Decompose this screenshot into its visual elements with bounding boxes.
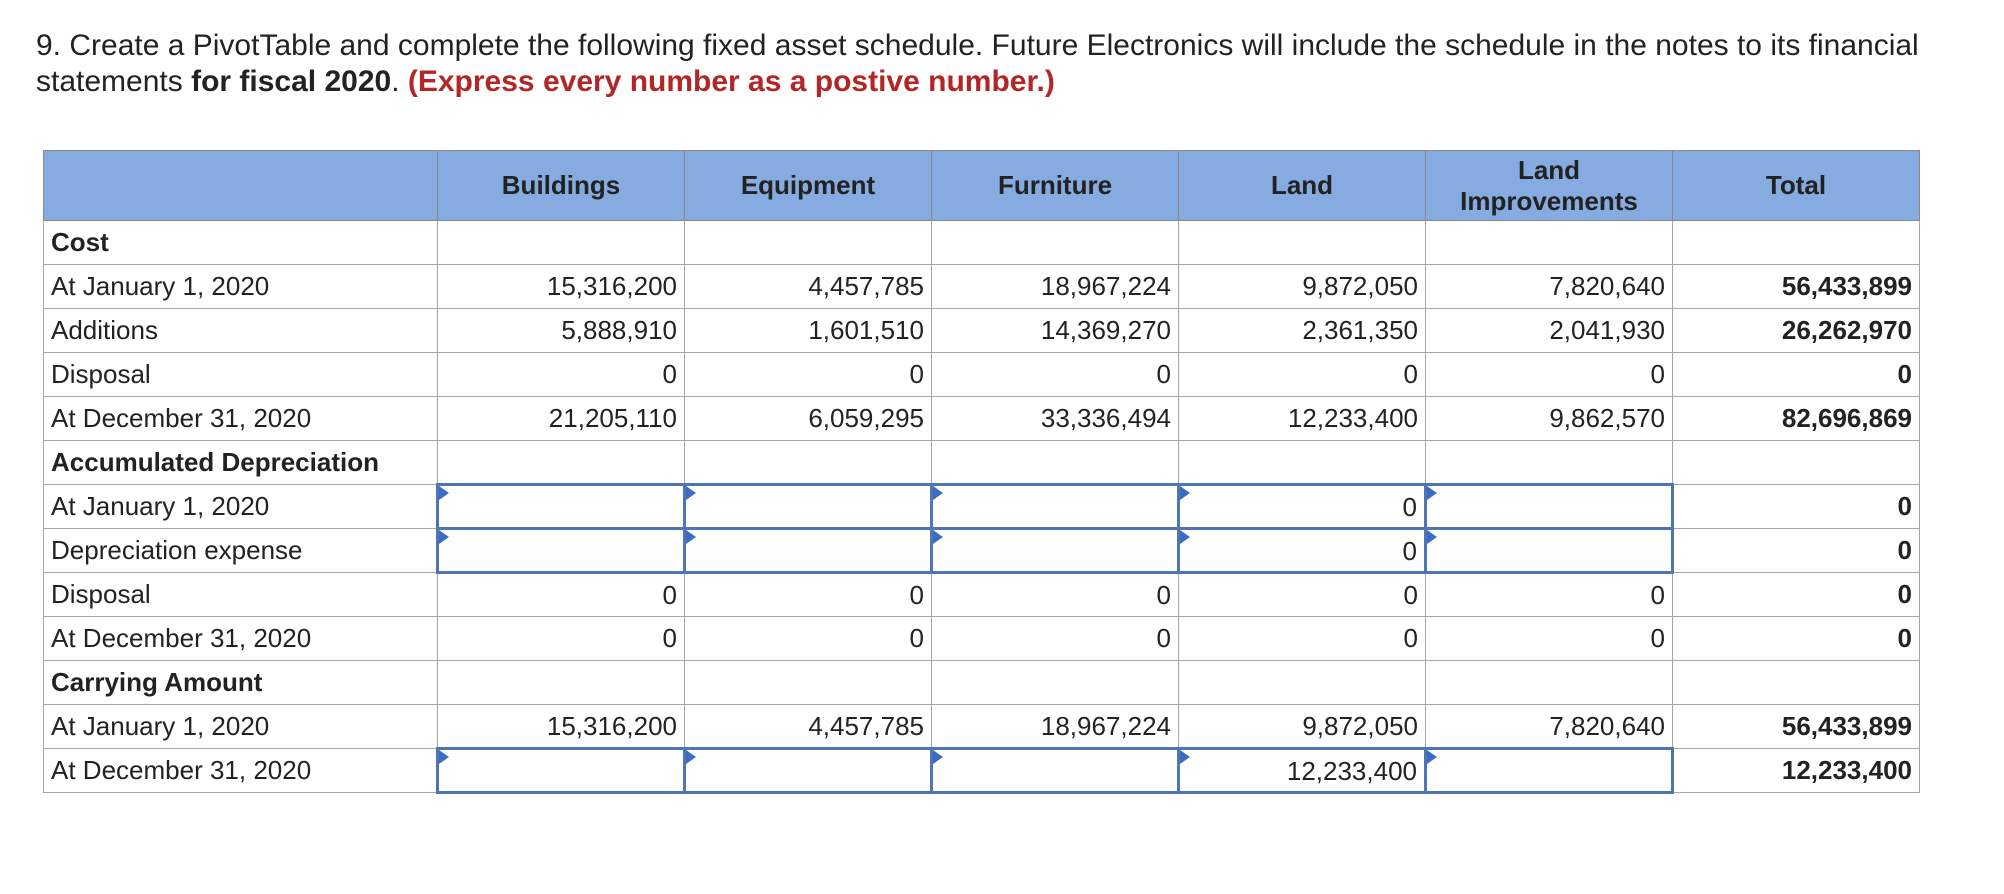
- table-row: [44, 353, 1920, 397]
- input-marker-icon: [439, 530, 449, 544]
- input-marker-icon: [439, 750, 449, 764]
- value-cell: [438, 221, 685, 265]
- section-row: [44, 441, 1920, 485]
- section-row: [44, 661, 1920, 705]
- answer-input-cell[interactable]: [1426, 749, 1673, 793]
- value-cell: [438, 441, 685, 485]
- input-marker-icon: [1427, 750, 1437, 764]
- header-land: Land: [1179, 151, 1426, 221]
- section-label: Accumulated Depreciation: [44, 441, 438, 485]
- value-cell: 12,233,400: [1179, 397, 1426, 441]
- value-cell: 18,967,224: [932, 265, 1179, 309]
- answer-input-cell[interactable]: [1179, 485, 1426, 529]
- table-row: [44, 485, 1920, 529]
- answer-input-cell[interactable]: [1426, 529, 1673, 573]
- value-cell: 0: [1426, 617, 1673, 661]
- value-cell: 15,316,200: [438, 265, 685, 309]
- row-label: At January 1, 2020: [44, 705, 438, 749]
- value-cell: 0: [1426, 353, 1673, 397]
- answer-input-cell[interactable]: [932, 485, 1179, 529]
- table-row: [44, 749, 1920, 793]
- value-cell: [932, 221, 1179, 265]
- value-cell: [438, 661, 685, 705]
- value-cell: 0: [685, 573, 932, 617]
- question-text: [36, 28, 1976, 100]
- header-buildings: Buildings: [438, 151, 685, 221]
- header-total: Total: [1673, 151, 1920, 221]
- total-cell: [1673, 661, 1920, 705]
- header-row: [44, 151, 1920, 221]
- total-cell: 0: [1673, 617, 1920, 661]
- total-cell: 56,433,899: [1673, 705, 1920, 749]
- value-cell: 0: [932, 573, 1179, 617]
- value-cell: 2,041,930: [1426, 309, 1673, 353]
- value-cell: [1179, 441, 1426, 485]
- section-row: [44, 221, 1920, 265]
- header-furniture: Furniture: [932, 151, 1179, 221]
- total-cell: [1673, 221, 1920, 265]
- input-marker-icon: [933, 486, 943, 500]
- answer-input-cell[interactable]: [438, 749, 685, 793]
- row-label: Additions: [44, 309, 438, 353]
- value-cell: 2,361,350: [1179, 309, 1426, 353]
- table-row: [44, 573, 1920, 617]
- total-cell: 82,696,869: [1673, 397, 1920, 441]
- total-cell: [1673, 441, 1920, 485]
- value-cell: [1426, 441, 1673, 485]
- question-bold: for fiscal 2020: [191, 65, 392, 98]
- value-cell: [685, 661, 932, 705]
- value-cell: 1,601,510: [685, 309, 932, 353]
- input-marker-icon: [933, 750, 943, 764]
- input-marker-icon: [686, 486, 696, 500]
- input-marker-icon: [1427, 530, 1437, 544]
- answer-input-cell[interactable]: [1179, 529, 1426, 573]
- value-cell: 0: [1179, 617, 1426, 661]
- row-label: At January 1, 2020: [44, 265, 438, 309]
- value-cell: 9,862,570: [1426, 397, 1673, 441]
- question-after: .: [391, 65, 408, 98]
- input-marker-icon: [686, 750, 696, 764]
- value-cell: [1179, 221, 1426, 265]
- value-cell: [1179, 661, 1426, 705]
- answer-input-cell[interactable]: [932, 749, 1179, 793]
- total-cell: 0: [1673, 573, 1920, 617]
- input-marker-icon: [1180, 750, 1190, 764]
- value-cell: 0: [685, 353, 932, 397]
- value-cell: 0: [438, 353, 685, 397]
- input-marker-icon: [1180, 486, 1190, 500]
- value-cell: 0: [932, 617, 1179, 661]
- answer-input-cell[interactable]: [932, 529, 1179, 573]
- input-marker-icon: [1180, 530, 1190, 544]
- question-plain: 9. Create a PivotTable and complete the following fixed asset schedule. Future Electronics will include the schedule in the notes to its financial statements: [36, 29, 1919, 98]
- total-cell: 0: [1673, 485, 1920, 529]
- table-row: [44, 397, 1920, 441]
- value-cell: [1426, 661, 1673, 705]
- value-cell: 0: [932, 353, 1179, 397]
- header-blank: [44, 151, 438, 221]
- total-cell: 0: [1673, 529, 1920, 573]
- row-label: Disposal: [44, 573, 438, 617]
- value-cell: 0: [685, 617, 932, 661]
- value-cell: [685, 221, 932, 265]
- answer-input-cell[interactable]: [685, 749, 932, 793]
- row-label: Disposal: [44, 353, 438, 397]
- value-cell: 7,820,640: [1426, 705, 1673, 749]
- total-cell: 26,262,970: [1673, 309, 1920, 353]
- row-label: At January 1, 2020: [44, 485, 438, 529]
- total-cell: 56,433,899: [1673, 265, 1920, 309]
- section-label: Cost: [44, 221, 438, 265]
- total-cell: 12,233,400: [1673, 749, 1920, 793]
- value-cell: 21,205,110: [438, 397, 685, 441]
- value-cell: [685, 441, 932, 485]
- value-cell: 18,967,224: [932, 705, 1179, 749]
- value-cell: 33,336,494: [932, 397, 1179, 441]
- value-cell: [932, 661, 1179, 705]
- header-equipment: Equipment: [685, 151, 932, 221]
- value-cell: 0: [1426, 573, 1673, 617]
- value-cell: 9,872,050: [1179, 265, 1426, 309]
- input-marker-icon: [933, 530, 943, 544]
- answer-input-cell[interactable]: [1426, 485, 1673, 529]
- table-row: [44, 309, 1920, 353]
- answer-input-cell[interactable]: [438, 485, 685, 529]
- header-land-improvements: Land Improvements: [1426, 151, 1673, 221]
- fixed-asset-schedule-table: [43, 150, 1920, 794]
- value-cell: 0: [438, 573, 685, 617]
- table-row: [44, 617, 1920, 661]
- row-label: Depreciation expense: [44, 529, 438, 573]
- input-value: 0: [1402, 535, 1417, 566]
- table-row: [44, 265, 1920, 309]
- input-marker-icon: [686, 530, 696, 544]
- input-marker-icon: [439, 486, 449, 500]
- row-label: At December 31, 2020: [44, 749, 438, 793]
- value-cell: 6,059,295: [685, 397, 932, 441]
- value-cell: 15,316,200: [438, 705, 685, 749]
- value-cell: [932, 441, 1179, 485]
- answer-input-cell[interactable]: [685, 485, 932, 529]
- value-cell: 14,369,270: [932, 309, 1179, 353]
- table-row: [44, 705, 1920, 749]
- input-value: 0: [1402, 491, 1417, 522]
- answer-input-cell[interactable]: [438, 529, 685, 573]
- answer-input-cell[interactable]: [685, 529, 932, 573]
- answer-input-cell[interactable]: [1179, 749, 1426, 793]
- row-label: At December 31, 2020: [44, 397, 438, 441]
- value-cell: 0: [438, 617, 685, 661]
- value-cell: 0: [1179, 573, 1426, 617]
- section-label: Carrying Amount: [44, 661, 438, 705]
- value-cell: 5,888,910: [438, 309, 685, 353]
- table-body: [44, 221, 1920, 793]
- value-cell: 0: [1179, 353, 1426, 397]
- total-cell: 0: [1673, 353, 1920, 397]
- value-cell: [1426, 221, 1673, 265]
- table-row: [44, 529, 1920, 573]
- value-cell: 4,457,785: [685, 265, 932, 309]
- input-value: 12,233,400: [1286, 755, 1417, 786]
- value-cell: 9,872,050: [1179, 705, 1426, 749]
- input-marker-icon: [1427, 486, 1437, 500]
- value-cell: 4,457,785: [685, 705, 932, 749]
- row-label: At December 31, 2020: [44, 617, 438, 661]
- question-instruction: (Express every number as a postive number.): [407, 65, 1055, 98]
- value-cell: 7,820,640: [1426, 265, 1673, 309]
